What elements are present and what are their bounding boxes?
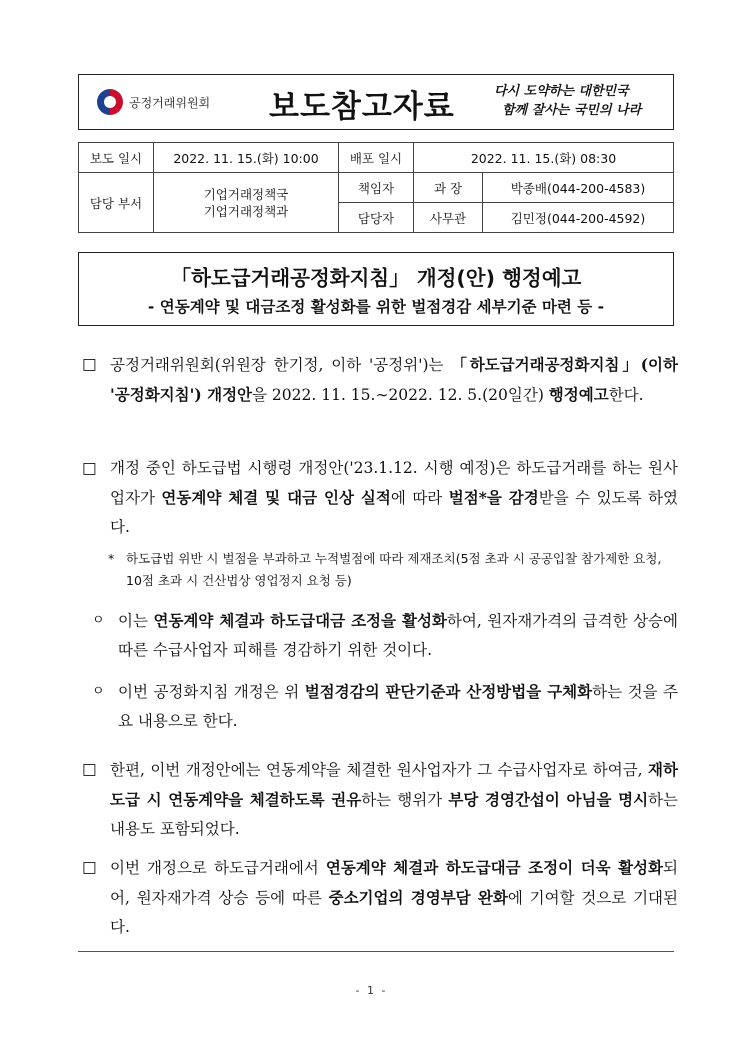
- doc-type-title: 보도참고자료: [269, 89, 455, 125]
- text-run: 한편, 이번 개정안에는 연동계약을 체결한 원사업자가 그 수급사업자로 하여금,: [110, 761, 649, 779]
- text-run: 이는: [118, 612, 154, 630]
- box-bullet: □: [82, 355, 97, 373]
- responsible-title: 과 장: [414, 173, 483, 203]
- paragraph-1: [82, 350, 678, 410]
- footnote: [108, 548, 674, 592]
- text-run: 에 기여할 것으로 기대된다.: [110, 889, 678, 936]
- press-info-table: [78, 142, 674, 233]
- emphasis: 개정안: [207, 385, 253, 404]
- paragraph-text: [82, 853, 678, 942]
- paragraph-3: [82, 755, 678, 844]
- slogan-line-2: 함께 잘사는 국민의 나라: [502, 103, 642, 118]
- emphasis: 중소기업의 경영부담 완화: [328, 888, 508, 907]
- responsible-label: 책임자: [339, 173, 414, 203]
- staff-label: 담당자: [339, 203, 414, 233]
- text-run: 받을 수 있도록 하였다.: [110, 489, 678, 536]
- emphasis: 재하도급 시 연동계약을 체결하도록 권유: [110, 760, 678, 809]
- emphasis: 연동계약 체결 및 대금 인상 실적: [161, 488, 391, 507]
- box-bullet: □: [82, 760, 97, 778]
- emphasis: 연동계약 체결과 하도급대금 조정을 활성화: [153, 611, 447, 630]
- text-run: 되어, 원자재가격 상승 등에 따른: [110, 859, 678, 907]
- report-date-label: 보도 일시: [79, 143, 154, 173]
- taegeuk-logo-icon: [97, 89, 123, 115]
- text-run: 하는 행위가: [361, 791, 449, 809]
- emphasis: 연동계약 체결과 하도급대금 조정이 더욱 활성화: [325, 858, 664, 877]
- text-run: 이번 공정화지침 개정은 위: [118, 683, 305, 701]
- dept-label: 담당 부서: [79, 173, 154, 233]
- text-run: 개정 중인 하도급법 시행령 개정안('23.1.12. 시행 예정)은 하도급거래를 하는 원사업자가: [110, 459, 678, 507]
- slogan-line-1: 다시 도약하는 대한민국: [494, 84, 629, 99]
- paragraph-text: [82, 454, 678, 542]
- emphasis: (이하 '공정화지침'): [110, 355, 678, 404]
- dept-line-2: 기업거래정책과: [203, 203, 289, 219]
- paragraph-4: [82, 853, 678, 942]
- paragraph-text: [82, 755, 678, 844]
- emphasis: 「하도급거래공정화지침」: [451, 355, 641, 374]
- emphasis: 벌점*을 감경: [448, 488, 539, 507]
- headline-box: [78, 252, 674, 326]
- staff-title: 사무관: [414, 203, 483, 233]
- distribution-date: 2022. 11. 15.(화) 08:30: [414, 143, 674, 173]
- text-run: 공정거래위원회(위원장 한기정, 이하 '공정위')는: [110, 356, 452, 374]
- paragraph-2: [82, 454, 678, 542]
- org-name: 공정거래위원회: [129, 95, 211, 110]
- dept-names: [154, 173, 339, 233]
- report-date: 2022. 11. 15.(화) 10:00: [154, 143, 339, 173]
- distribution-date-label: 배포 일시: [339, 143, 414, 173]
- text-run: 하는 내용도 포함되었다.: [110, 791, 678, 838]
- bullet-text: [82, 606, 678, 665]
- responsible-contact: 박종배(044-200-4583): [483, 173, 674, 203]
- asterisk-mark: *: [108, 551, 115, 566]
- text-run: 한다.: [608, 386, 644, 404]
- circle-bullet: ㅇ: [92, 613, 105, 628]
- staff-contact: 김민정(044-200-4592): [483, 203, 674, 233]
- emphasis: 벌점경감의 판단기준과 산정방법을 구체화: [304, 682, 593, 701]
- footer-divider: [78, 951, 674, 952]
- bullet-text: [82, 677, 678, 736]
- emphasis: 부당 경영간섭이 아님을 명시: [448, 790, 649, 809]
- text-run: 에 따라: [390, 489, 449, 507]
- government-slogan: [494, 82, 664, 120]
- subheadline: - 연동계약 및 대금조정 활성화를 위한 벌점경감 세부기준 마련 등 -: [147, 298, 605, 316]
- box-bullet: □: [82, 858, 97, 876]
- footnote-text: 하도급법 위반 시 벌점을 부과하고 누적벌점에 따라 제재조치(5점 초과 시 공공입찰 참가제한 요청, 10점 초과 시 건산법상 영업정지 요청 등): [126, 551, 662, 588]
- text-run: 이번 개정으로 하도급거래에서: [110, 859, 326, 877]
- ftc-logo: [97, 89, 210, 115]
- headline: 「하도급거래공정화지침」 개정(안) 행정예고: [170, 266, 582, 290]
- sub-bullet-1: [82, 606, 678, 665]
- circle-bullet: ㅇ: [92, 684, 105, 699]
- sub-bullet-2: [82, 677, 678, 736]
- dept-line-1: 기업거래정책국: [203, 186, 289, 202]
- text-run: 을 2022. 11. 15.∼2022. 12. 5.(20일간): [252, 386, 549, 404]
- box-bullet: □: [82, 459, 97, 477]
- page-number: - 1 -: [355, 984, 388, 997]
- emphasis: 행정예고: [548, 385, 609, 404]
- text-run: 하는 것을 주요 내용으로 한다.: [118, 683, 678, 730]
- text-run: 하여, 원자재가격의 급격한 상승에 따른 수급사업자 피해를 경감하기 위한 것이다.: [118, 612, 678, 659]
- press-header: [78, 74, 674, 130]
- paragraph-text: [82, 350, 678, 410]
